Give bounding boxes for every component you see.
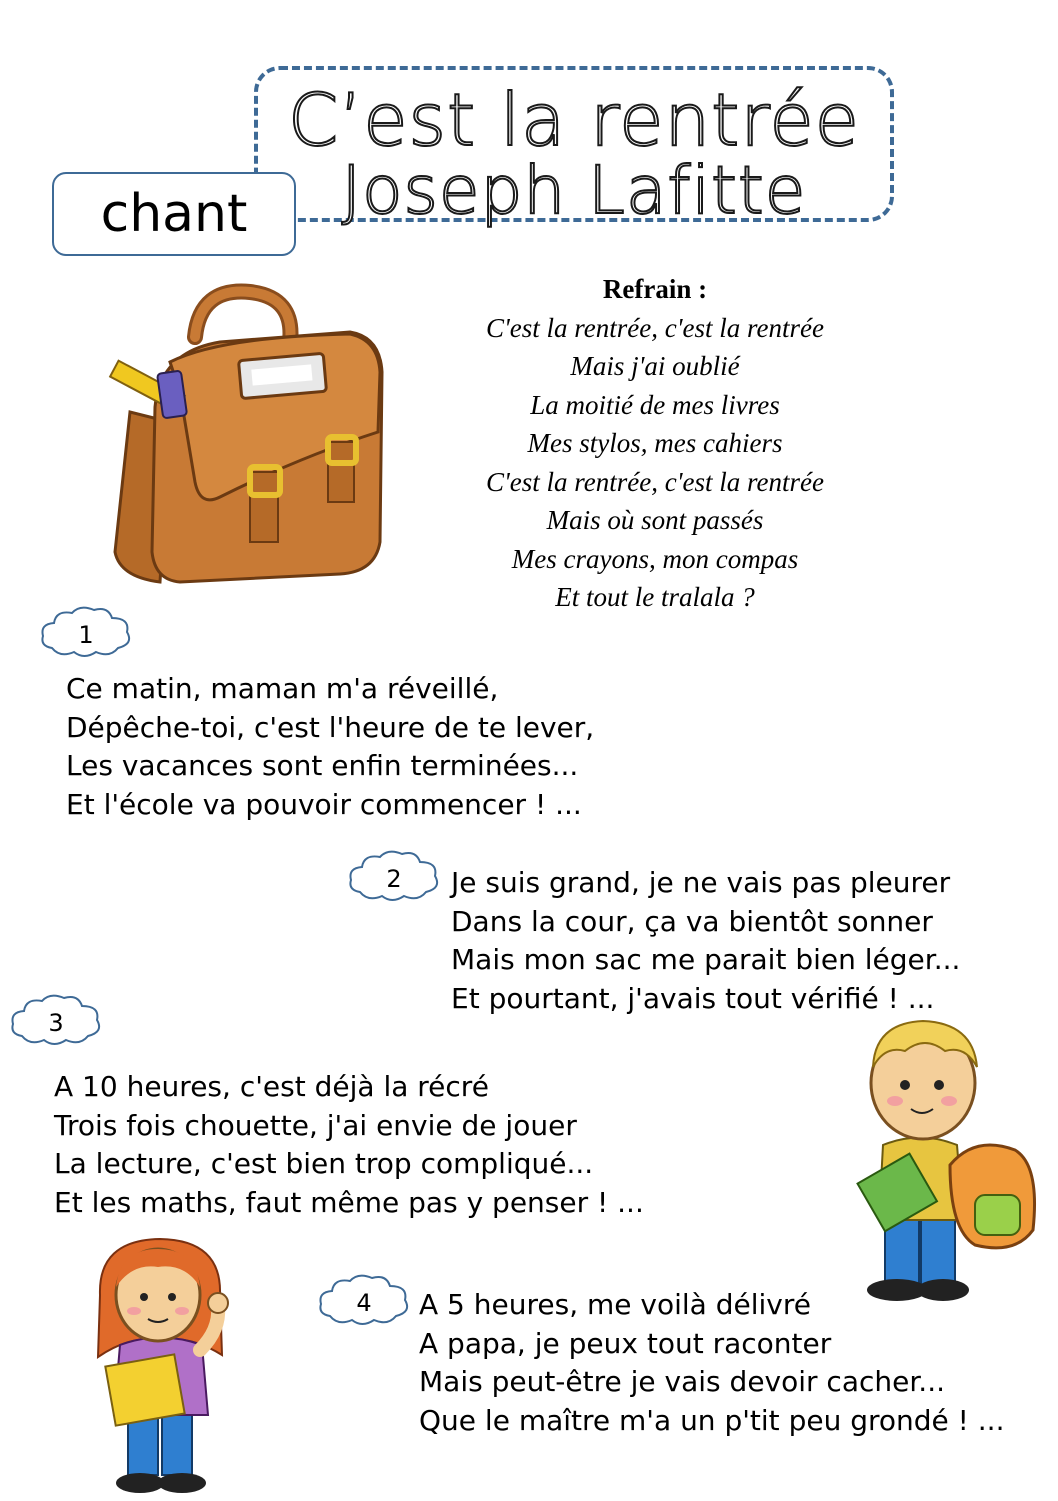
- refrain-line: Mais où sont passés: [546, 505, 764, 535]
- refrain: [420, 270, 890, 617]
- verse-line: Mais mon sac me parait bien léger...: [451, 943, 961, 976]
- refrain-line: Mais j'ai oublié: [570, 351, 740, 381]
- verse-number: 4: [356, 1289, 372, 1317]
- verse-number-cloud: [38, 604, 134, 660]
- verse-line: La lecture, c'est bien trop compliqué...: [54, 1147, 594, 1180]
- verse-line: Je suis grand, je ne vais pas pleurer: [451, 866, 951, 899]
- verse-number-cloud: [346, 848, 442, 904]
- verse-number: 1: [78, 621, 94, 649]
- verse-line: A 10 heures, c'est déjà la récré: [54, 1070, 489, 1103]
- verse-line: Dans la cour, ça va bientôt sonner: [451, 904, 933, 938]
- satchel-illustration: [100, 282, 385, 592]
- verse-line: Mais peut-être je vais devoir cacher...: [419, 1365, 945, 1398]
- refrain-line: La moitié de mes livres: [530, 389, 780, 420]
- verse-line: Ce matin, maman m'a réveillé,: [66, 672, 499, 705]
- verse-3: [54, 1068, 644, 1222]
- song-title: C’est la rentrée: [288, 78, 860, 162]
- boy-illustration: [855, 1015, 1045, 1305]
- verse-number: 2: [386, 865, 402, 893]
- verse-line: A papa, je peux tout raconter: [419, 1326, 832, 1360]
- verse-line: Et pourtant, j'avais tout vérifié ! ...: [451, 981, 935, 1015]
- verse-2: [451, 864, 960, 1018]
- category-label: chant: [100, 184, 248, 244]
- verse-line: Que le maître m'a un p'tit peu grondé ! ...: [419, 1403, 1005, 1437]
- verse-line: Et les maths, faut même pas y penser ! ...: [54, 1185, 644, 1219]
- girl-illustration: [90, 1235, 240, 1497]
- refrain-heading: Refrain :: [602, 274, 708, 304]
- title-frame: [254, 66, 894, 229]
- verse-1: [66, 670, 594, 824]
- refrain-line: C'est la rentrée, c'est la rentrée: [486, 466, 824, 497]
- refrain-line: Mes crayons, mon compas: [511, 543, 799, 574]
- verse-4: [419, 1286, 1004, 1440]
- verse-number-cloud: [8, 992, 104, 1048]
- song-author: Joseph Lafitte: [341, 152, 807, 229]
- refrain-line: C'est la rentrée, c'est la rentrée: [486, 312, 824, 343]
- refrain-line: Mes stylos, mes cahiers: [527, 428, 783, 458]
- verse-number-cloud: [316, 1272, 412, 1328]
- verse-number: 3: [48, 1009, 64, 1037]
- verse-line: Les vacances sont enfin terminées...: [66, 749, 579, 782]
- verse-line: Et l'école va pouvoir commencer ! ...: [66, 787, 582, 821]
- verse-line: A 5 heures, me voilà délivré: [419, 1288, 811, 1321]
- category-label-box: [52, 172, 296, 256]
- refrain-line: Et tout le tralala ?: [555, 582, 755, 612]
- verse-line: Dépêche-toi, c'est l'heure de te lever,: [66, 710, 595, 744]
- verse-line: Trois fois chouette, j'ai envie de jouer: [54, 1108, 577, 1142]
